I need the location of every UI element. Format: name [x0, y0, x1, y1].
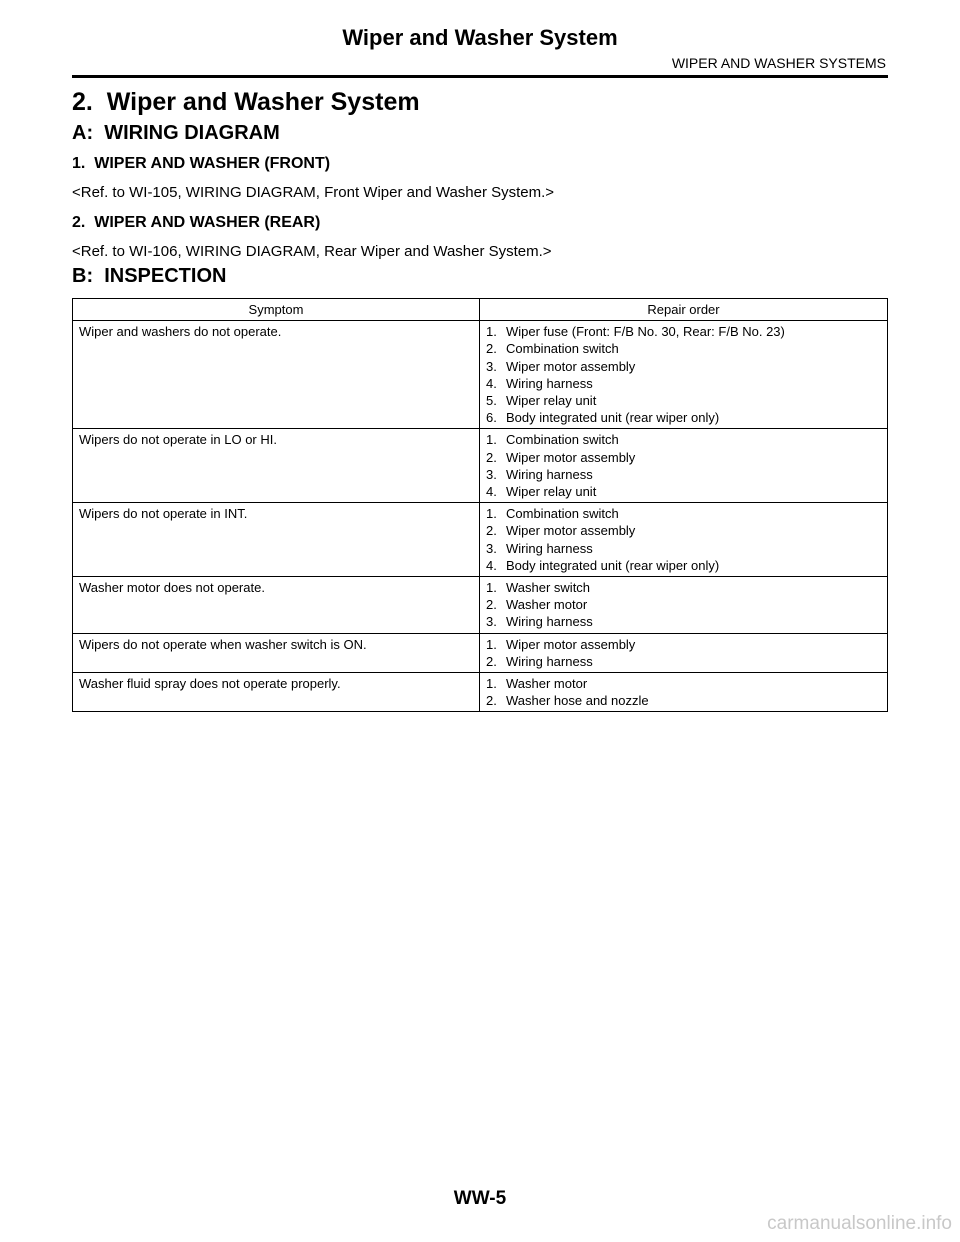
section-title: 2. Wiper and Washer System [72, 88, 420, 116]
repair-order-list [486, 431, 881, 500]
front-wiper-reference-link[interactable]: <Ref. to WI-105, WIRING DIAGRAM, Front Wiper and Washer System.> [72, 184, 555, 201]
repair-step-number: 6. [486, 410, 497, 426]
repair-step-number: 5. [486, 393, 497, 409]
repair-step-text: Washer hose and nozzle [506, 693, 649, 709]
repair-step-text: Combination switch [506, 341, 619, 357]
page-number: WW-5 [453, 1188, 507, 1209]
repair-step-number: 3. [486, 614, 497, 630]
rear-wiper-heading: 2. WIPER AND WASHER (REAR) [72, 214, 321, 231]
repair-step-text: Washer switch [506, 580, 591, 596]
repair-step-number: 2. [486, 653, 497, 669]
repair-order-cell [480, 577, 888, 634]
repair-step-number: 1. [486, 506, 497, 522]
repair-step-number: 2. [486, 597, 497, 613]
symptom-cell: Wiper and washers do not operate. [73, 321, 480, 429]
repair-step-text: Wiper relay unit [506, 393, 597, 409]
repair-step-number: 1. [486, 676, 497, 692]
repair-step [486, 340, 881, 357]
symptom-cell: Washer fluid spray does not operate properly. [73, 673, 480, 712]
inspection-heading: B: INSPECTION [72, 265, 227, 287]
repair-step-number: 2. [486, 523, 497, 539]
repair-step-text: Combination switch [506, 506, 619, 522]
repair-step [486, 636, 881, 653]
symptom-cell: Washer motor does not operate. [73, 577, 480, 634]
repair-step-text: Wiper motor assembly [506, 449, 636, 465]
repair-step-number: 2. [486, 693, 497, 709]
repair-step [486, 522, 881, 539]
repair-step-number: 1. [486, 580, 497, 596]
repair-order-cell [480, 503, 888, 577]
running-head: WIPER AND WASHER SYSTEMS [671, 55, 886, 71]
repair-order-list [486, 505, 881, 574]
repair-order-list [486, 636, 881, 670]
column-header-repair-order: Repair order [480, 299, 888, 321]
repair-step-number: 1. [486, 636, 497, 652]
repair-order-cell [480, 633, 888, 672]
repair-step [486, 653, 881, 670]
repair-step [486, 431, 881, 448]
repair-step [486, 557, 881, 574]
repair-step [486, 323, 881, 340]
repair-step [486, 675, 881, 692]
repair-step-text: Wiring harness [506, 653, 593, 669]
repair-step-text: Wiring harness [506, 540, 593, 556]
table-row [73, 321, 888, 429]
repair-step-number: 3. [486, 540, 497, 556]
wiring-diagram-heading: A: WIRING DIAGRAM [72, 122, 280, 144]
table-header-row [73, 299, 888, 321]
repair-step [486, 483, 881, 500]
repair-step-number: 2. [486, 341, 497, 357]
symptom-cell: Wipers do not operate when washer switch is ON. [73, 633, 480, 672]
repair-step-text: Wiper relay unit [506, 484, 597, 500]
repair-step-number: 1. [486, 324, 497, 340]
table-row [73, 577, 888, 634]
repair-step-text: Washer motor [506, 676, 588, 692]
repair-step-text: Wiring harness [506, 375, 593, 391]
rear-wiper-reference-link[interactable]: <Ref. to WI-106, WIRING DIAGRAM, Rear Wiper and Washer System.> [72, 243, 552, 260]
repair-step [486, 375, 881, 392]
repair-step [486, 466, 881, 483]
repair-step-number: 2. [486, 449, 497, 465]
repair-step-number: 3. [486, 358, 497, 374]
repair-step [486, 409, 881, 426]
symptom-cell: Wipers do not operate in LO or HI. [73, 429, 480, 503]
repair-step-text: Wiper fuse (Front: F/B No. 30, Rear: F/B No. 23) [506, 324, 785, 340]
table-row [73, 633, 888, 672]
header-rule [72, 75, 888, 78]
repair-step [486, 540, 881, 557]
repair-order-list [486, 579, 881, 631]
table-row [73, 503, 888, 577]
repair-step [486, 392, 881, 409]
repair-order-cell [480, 321, 888, 429]
repair-step-number: 4. [486, 484, 497, 500]
repair-order-list [486, 675, 881, 709]
repair-step-text: Wiper motor assembly [506, 358, 636, 374]
repair-step [486, 449, 881, 466]
front-wiper-heading: 1. WIPER AND WASHER (FRONT) [72, 155, 331, 172]
repair-step-number: 4. [486, 375, 497, 391]
repair-step-text: Wiring harness [506, 614, 593, 630]
repair-step-text: Body integrated unit (rear wiper only) [506, 410, 720, 426]
repair-step-text: Wiper motor assembly [506, 636, 636, 652]
repair-step [486, 596, 881, 613]
inspection-table [72, 298, 888, 712]
repair-step [486, 358, 881, 375]
repair-step [486, 692, 881, 709]
repair-step-number: 3. [486, 466, 497, 482]
repair-step [486, 613, 881, 630]
table-row [73, 673, 888, 712]
repair-step-text: Body integrated unit (rear wiper only) [506, 557, 720, 573]
repair-order-list [486, 323, 881, 426]
repair-step-text: Wiper motor assembly [506, 523, 636, 539]
repair-order-cell [480, 673, 888, 712]
watermark-text: carmanualsonline.info [767, 1213, 952, 1234]
repair-step [486, 505, 881, 522]
repair-step-text: Wiring harness [506, 466, 593, 482]
repair-step-text: Combination switch [506, 432, 619, 448]
repair-step [486, 579, 881, 596]
repair-step-number: 4. [486, 557, 497, 573]
table-row [73, 429, 888, 503]
repair-order-cell [480, 429, 888, 503]
symptom-cell: Wipers do not operate in INT. [73, 503, 480, 577]
repair-step-text: Washer motor [506, 597, 588, 613]
column-header-symptom: Symptom [73, 299, 480, 321]
repair-step-number: 1. [486, 432, 497, 448]
page-title: Wiper and Washer System [342, 25, 618, 50]
